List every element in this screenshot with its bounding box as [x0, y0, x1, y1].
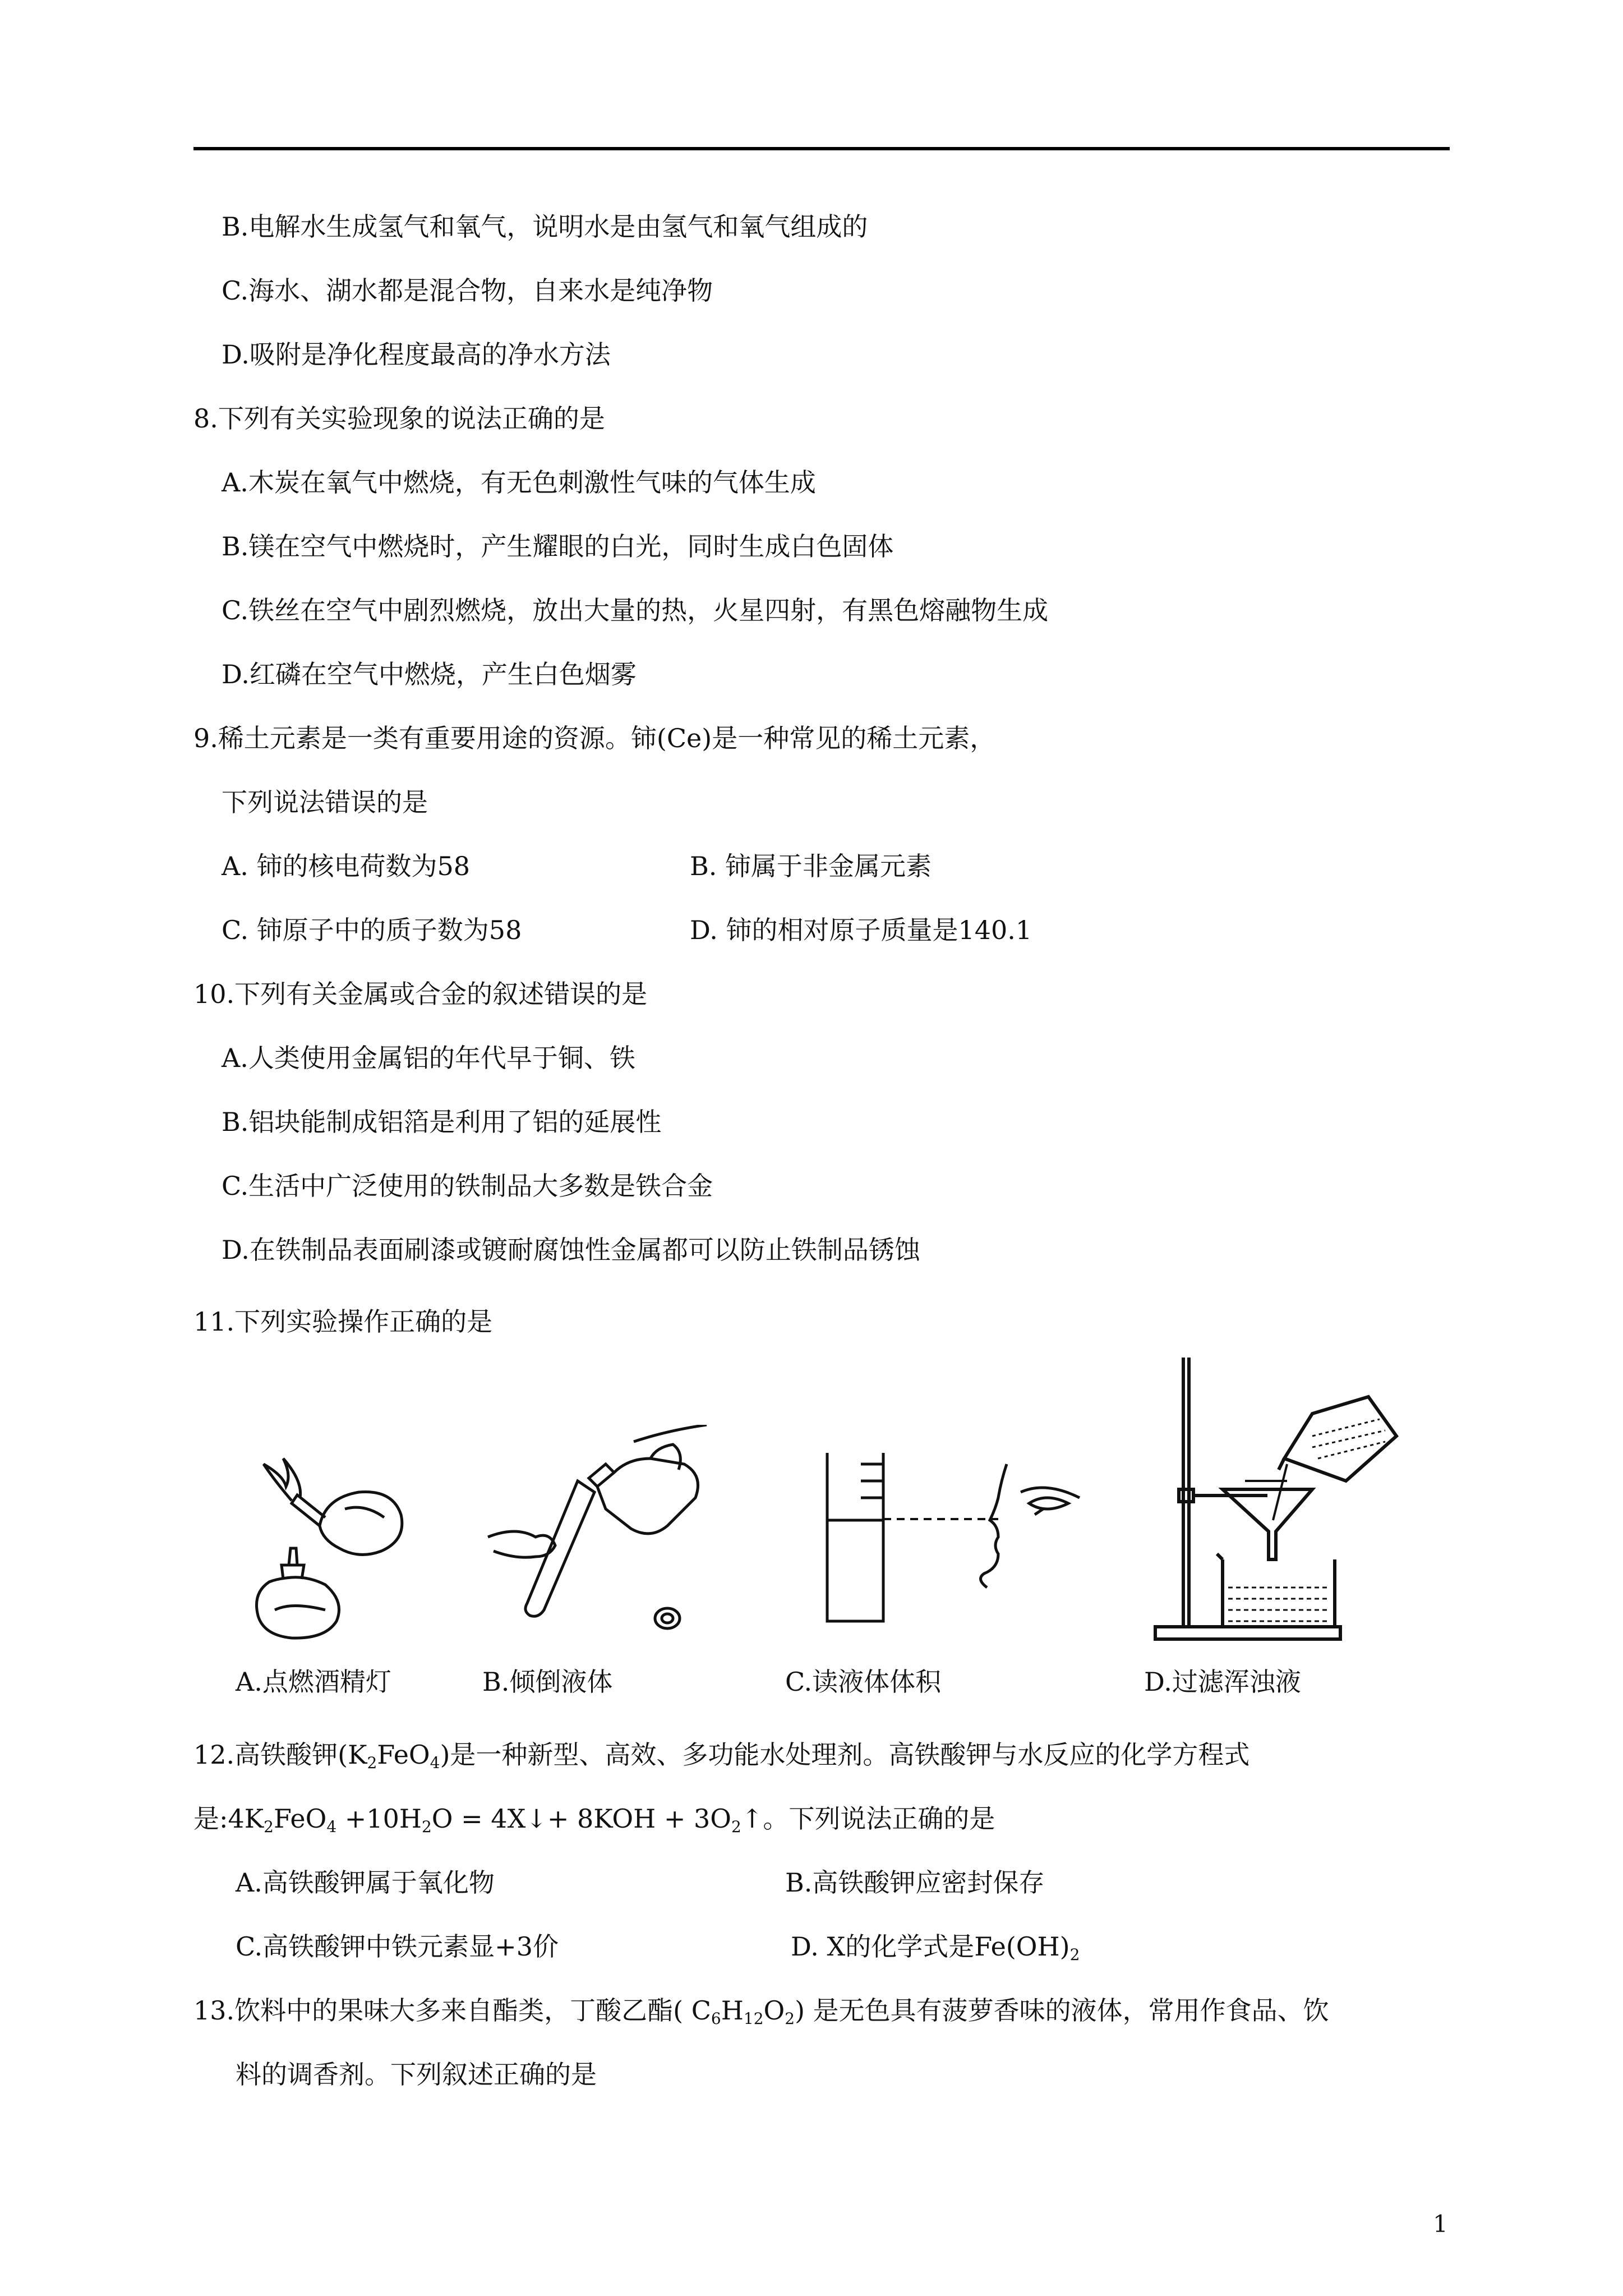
- q9-stem-line2: 下列说法错误的是: [222, 787, 428, 817]
- q8-option-c: C.铁丝在空气中剧烈燃烧，放出大量的热，火星四射，有黑色熔融物生成: [222, 595, 1049, 625]
- figure-b-caption: B.倾倒液体: [482, 1667, 613, 1697]
- q9-option-c: C. 铈原子中的质子数为58: [222, 915, 522, 945]
- q12-equation: 是$:4K_2FeO_4 +10H_2O$ = 4X↓+ $8KOH + 3O_2↑$。下列说法正确的是: [193, 1803, 995, 1836]
- q9-option-a: A. 铈的核电荷数为58: [222, 851, 470, 881]
- q13-stem-line1: 13.饮料中的果味大多来自酯类，丁酸乙酯( $C_6H_{12}O_2$) 是无色具有菠萝香味的液体，常用作食品、饮: [193, 1995, 1329, 2028]
- figure-b-pouring-liquid: [482, 1425, 718, 1638]
- q9-stem-line1: 9.稀土元素是一类有重要用途的资源。铈(Ce)是一种常见的稀土元素，: [193, 723, 996, 753]
- figure-c-caption: C.读液体体积: [785, 1667, 942, 1697]
- q10-option-c: C.生活中广泛使用的铁制品大多数是铁合金: [222, 1171, 713, 1201]
- q12-option-a: A.高铁酸钾属于氧化物: [236, 1867, 495, 1898]
- q8-option-b: B.镁在空气中燃烧时，产生耀眼的白光，同时生成白色固体: [222, 531, 894, 562]
- q10-option-b: B.铝块能制成铝箔是利用了铝的延展性: [222, 1107, 662, 1137]
- header-rule: [193, 147, 1450, 150]
- q7-option-c: C.海水、湖水都是混合物，自来水是纯净物: [222, 275, 713, 306]
- q12-option-d: D. X的化学式是$Fe(OH)_2$: [791, 1931, 1080, 1964]
- q11-stem: 11.下列实验操作正确的是: [193, 1306, 493, 1337]
- q10-option-a: A.人类使用金属铝的年代早于铜、铁: [222, 1043, 635, 1073]
- figure-a-lighting-alcohol-lamp: [230, 1442, 421, 1644]
- figure-a-caption: A.点燃酒精灯: [236, 1667, 391, 1697]
- q9-option-d: D. 铈的相对原子质量是140.1: [690, 915, 1032, 945]
- q8-stem: 8.下列有关实验现象的说法正确的是: [193, 403, 605, 434]
- q10-stem: 10.下列有关金属或合金的叙述错误的是: [193, 979, 648, 1009]
- figure-d-filtration: [1144, 1352, 1436, 1644]
- q8-option-d: D.红磷在空气中燃烧，产生白色烟雾: [222, 659, 637, 689]
- page-number: 1: [1433, 2210, 1448, 2238]
- q8-option-a: A.木炭在氧气中燃烧，有无色刺激性气味的气体生成: [222, 467, 816, 498]
- q9-option-b: B. 铈属于非金属元素: [690, 851, 932, 881]
- q13-stem-line2: 料的调香剂。下列叙述正确的是: [236, 2059, 597, 2090]
- q12-stem: 12.高铁酸钾$(K_2FeO_4)$是一种新型、高效、多功能水处理剂。高铁酸钾与水反应的化学方程式: [193, 1740, 1250, 1772]
- q12-option-b: B.高铁酸钾应密封保存: [785, 1867, 1045, 1898]
- figure-d-caption: D.过滤浑浊液: [1144, 1667, 1301, 1697]
- q7-option-b: B.电解水生成氢气和氧气，说明水是由氢气和氧气组成的: [222, 211, 868, 242]
- figure-c-reading-cylinder: [805, 1447, 1096, 1632]
- q12-option-c: C.高铁酸钾中铁元素显+3价: [236, 1931, 559, 1962]
- q7-option-d: D.吸附是净化程度最高的净水方法: [222, 339, 611, 370]
- q10-option-d: D.在铁制品表面刷漆或镀耐腐蚀性金属都可以防止铁制品锈蚀: [222, 1235, 920, 1265]
